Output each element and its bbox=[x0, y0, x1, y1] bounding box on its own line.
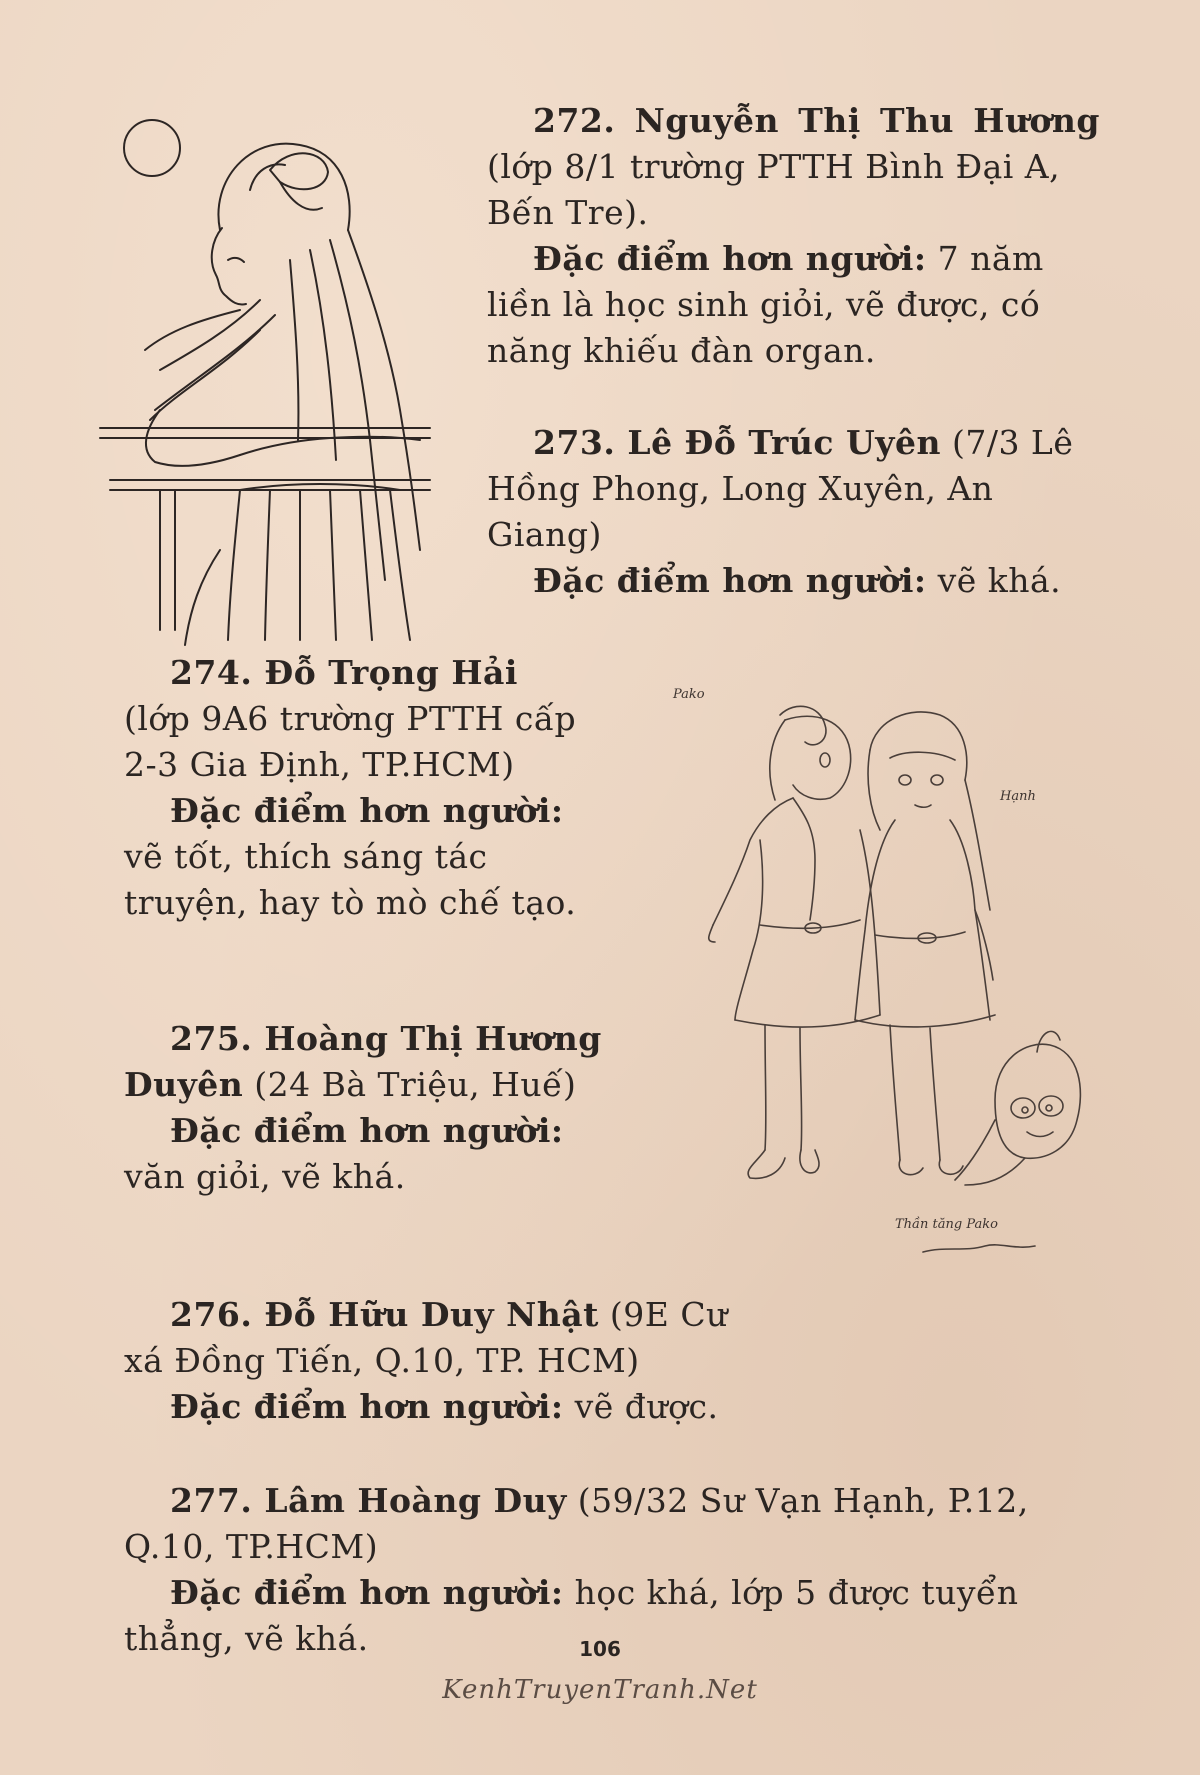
moon-circle bbox=[124, 120, 180, 176]
entry-276-name: 276. Đỗ Hữu Duy Nhật bbox=[170, 1295, 599, 1334]
entry-274-trait: vẽ tốt, thích sáng tác truyện, hay tò mò chế tạo. bbox=[124, 837, 577, 922]
entry-276-address: (9E Cư xá Đồng Tiến, Q.10, TP. HCM) bbox=[124, 1295, 728, 1380]
entry-275-trait: văn giỏi, vẽ khá. bbox=[124, 1157, 406, 1196]
entry-275-line-1 bbox=[124, 1016, 609, 1108]
entry-274 bbox=[124, 650, 609, 926]
entry-273 bbox=[487, 420, 1100, 604]
sketch-label-than-tang: Thần tăng Pako bbox=[895, 1217, 998, 1232]
entry-274-trait-block bbox=[124, 788, 609, 926]
entry-277-address: (59/32 Sư Vạn Hạnh, P.12, Q.10, TP.HCM) bbox=[124, 1481, 1029, 1566]
entry-273-trait-block bbox=[487, 558, 1100, 604]
entry-276-line-1 bbox=[124, 1292, 744, 1384]
entry-277-label: Đặc điểm hơn người: bbox=[170, 1573, 564, 1612]
entry-274-address: (lớp 9A6 trường PTTH cấp 2-3 Gia Định, TP.HCM) bbox=[124, 699, 577, 784]
entry-273-label: Đặc điểm hơn người: bbox=[533, 561, 927, 600]
entry-272-line-1 bbox=[487, 98, 1100, 144]
entry-276-trait: vẽ được. bbox=[574, 1387, 719, 1426]
entry-272-address: (lớp 8/1 trường PTTH Bình Đại A, Bến Tre). bbox=[487, 147, 1061, 232]
entry-274-label: Đặc điểm hơn người: bbox=[170, 791, 564, 830]
entry-275 bbox=[124, 1016, 609, 1200]
entry-275-trait-block bbox=[124, 1108, 609, 1200]
page-number: 106 bbox=[579, 1637, 621, 1661]
entry-273-address: (7/3 Lê Hồng Phong, Long Xuyên, An Giang) bbox=[487, 423, 1074, 554]
entry-272-trait: 7 năm liền là học sinh giỏi, vẽ được, có năng khiếu đàn organ. bbox=[487, 239, 1044, 370]
entry-276-trait-block bbox=[124, 1384, 744, 1430]
girl-illustration bbox=[100, 110, 490, 650]
entry-273-line-1 bbox=[487, 420, 1100, 558]
two-girls-sketch bbox=[665, 680, 1095, 1270]
entry-274-line-1 bbox=[124, 650, 609, 696]
entry-275-label: Đặc điểm hơn người: bbox=[170, 1111, 564, 1150]
entry-273-name: 273. Lê Đỗ Trúc Uyên bbox=[533, 423, 941, 462]
entry-273-trait: vẽ khá. bbox=[937, 561, 1062, 600]
entry-272 bbox=[487, 98, 1100, 374]
sketch-label-pako: Pako bbox=[673, 687, 705, 702]
entry-276 bbox=[124, 1292, 744, 1430]
entry-272-label: Đặc điểm hơn người: bbox=[533, 239, 927, 278]
sketch-label-hanh: Hạnh bbox=[1000, 789, 1036, 804]
entry-277 bbox=[124, 1478, 1104, 1662]
watermark: KenhTruyenTranh.Net bbox=[442, 1675, 758, 1705]
entry-272-name: 272. Nguyễn Thị Thu Hương bbox=[533, 101, 1100, 140]
entry-274-name: 274. Đỗ Trọng Hải bbox=[170, 653, 518, 692]
entry-277-trait: học khá, lớp 5 được tuyển thẳng, vẽ khá. bbox=[124, 1573, 1019, 1658]
entry-275-address: (24 Bà Triệu, Huế) bbox=[254, 1065, 577, 1104]
entry-272-trait-block bbox=[487, 236, 1100, 374]
entry-275-name: 275. Hoàng Thị Hương Duyên bbox=[124, 1019, 602, 1104]
entry-276-label: Đặc điểm hơn người: bbox=[170, 1387, 564, 1426]
entry-277-line-1 bbox=[124, 1478, 1104, 1570]
entry-277-name: 277. Lâm Hoàng Duy bbox=[170, 1481, 567, 1520]
